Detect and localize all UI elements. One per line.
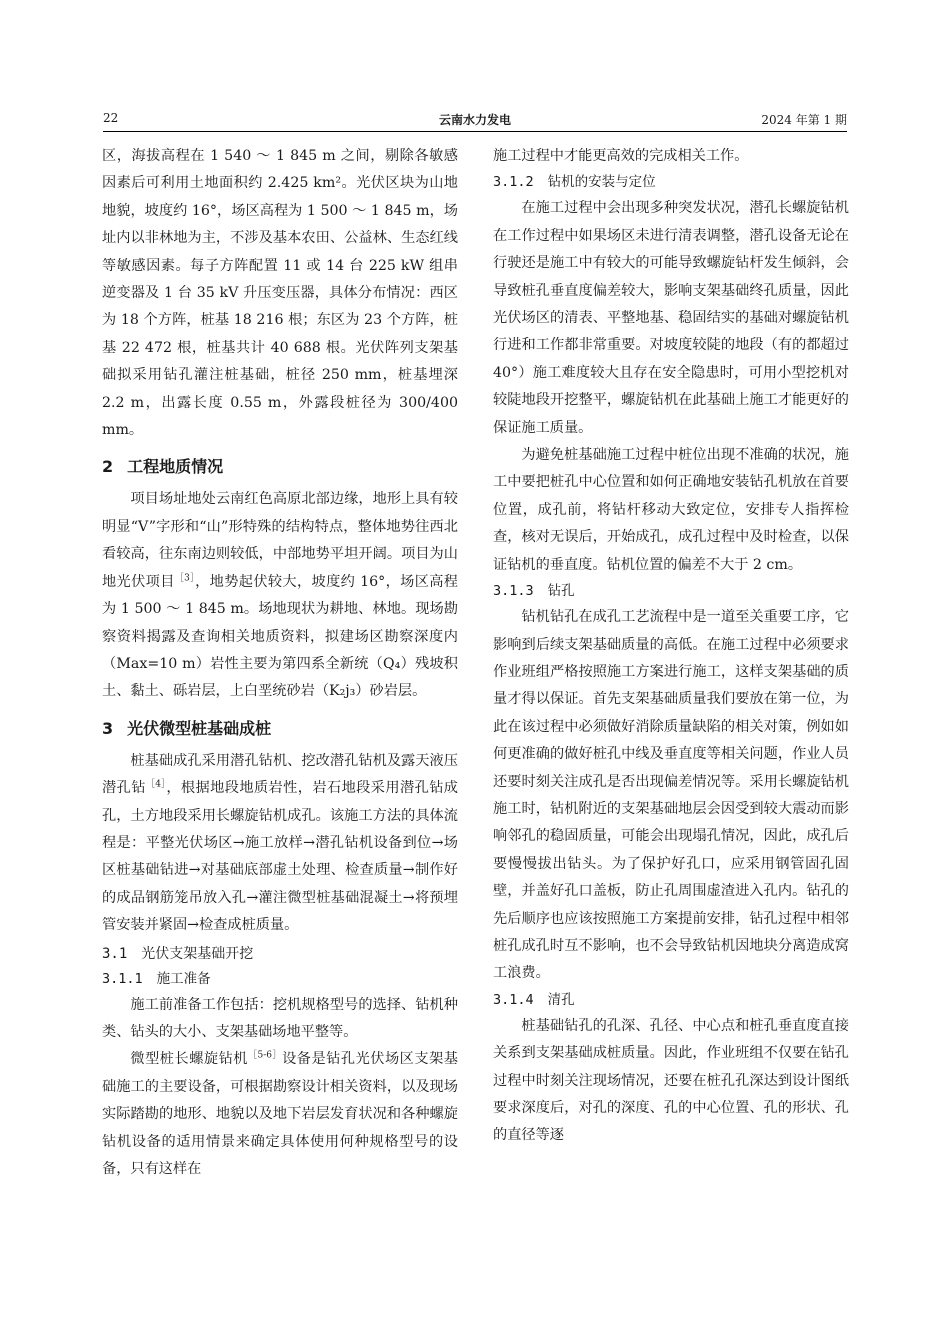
right-column [493,143,849,1150]
subsection-heading-3-1 [102,942,458,967]
paragraph: 钻机钻孔在成孔工艺流程中是一道至关重要工序，它影响到后续支架基础质量的高低。在施工过程中必须要求作业班组严格按照施工方案进行施工，这样支架基础的质量才得以保证。首先支架基础质量我们要放在第一位，为此在该过程中必须做好消除质量缺陷的相关对策，例如如何更准确的做好桩孔中线及垂直度等相关问题，作业人员还要时刻关注成孔是否出现偏差情况等。采用长螺旋钻机施工时，钻机附近的支架基础地层会因受到较大震动而影响邻孔的稳固质量，可能会出现塌孔情况，因此，成孔后要慢慢拔出钻头。为了保护好孔口，应采用钢管固孔固壁，并盖好孔口盖板，防止孔周围虚渣进入孔内。钻孔的先后顺序也应该按照施工方案提前安排，钻孔过程中相邻桩孔成孔时互不影响，也不会导致钻机因地块分离造成窝工浪费。 [493,609,849,982]
paragraph [102,1046,458,1183]
paragraph-text: 微型桩长螺旋钻机 [130,1051,249,1068]
header-rule [103,131,847,132]
section-number: 3.1.2 [493,174,534,191]
paragraph: 施工过程中才能更高效的完成相关工作。 [493,148,749,164]
citation: ［5-6］ [248,1050,283,1061]
paragraph [102,486,458,705]
section-heading-3 [102,716,458,742]
section-number: 3 [102,718,114,738]
paragraph-text: 桩基础成孔采用潜孔钻机、挖改潜孔钻机及露天液压潜孔钻 [102,752,458,797]
section-title: 光伏支架基础开挖 [141,945,254,962]
section-number: 2 [102,457,114,477]
citation: ［4］ [145,779,167,790]
section-title: 光伏微型桩基础成桩 [127,718,272,738]
subsection-heading-3-1-2 [493,170,849,195]
paragraph-text: ，根据地段地质岩性，岩石地段采用潜孔钻成孔，土方地段采用长螺旋钻机成孔。该施工方法的具体流程是：平整光伏场区→施工放样→潜孔钻机设备到位→场区桩基础钻进→对基础底部虚土处理、检查质量→制作好的成品钢筋笼吊放入孔→灌注微型桩基础混凝土→将预埋管安装并紧固→检查成桩质量。 [102,780,458,934]
running-header [103,108,847,132]
paragraph: 在施工过程中会出现多种突发状况，潜孔长螺旋钻机在工作过程中如果场区未进行清表调整，潜孔设备无论在行驶还是施工中有较大的可能导致螺旋钻杆发生倾斜，会导致桩孔垂直度偏差较大，影响支架基础终孔质量，因此光伏场区的清表、平整地基、稳固结实的基础对螺旋钻机行进和工作都非常重要。对坡度较陡的地段（有的都超过 40°）施工难度较大且存在安全隐患时，可用小型挖机对较陡地段开挖整平，螺旋钻机在此基础上施工才能更好的保证施工质量。 [493,200,849,436]
journal-title: 云南水力发电 [438,113,511,127]
section-title: 工程地质情况 [127,457,224,477]
section-title: 清孔 [547,991,575,1008]
section-number: 3.1.4 [493,991,534,1008]
paragraph: 区，海拔高程在 1 540 ～ 1 845 m 之间，剔除各敏感因素后可利用土地面积约 2.425 km²。光伏区块为山地地貌，坡度约 16°，场区高程为 1 500 ～ 1 845 m，场址内以非林地为主，不涉及基本农田、公益林、生态红线等敏感因素。每子方阵配置 11 或 14 台 225 kW 组串逆变器及 1 台 35 kV 升压变压器，具体分布情况：西区为 18 个方阵，桩基 18 216 根；东区为 23 个方阵，桩基 22 472 根，桩基共计 40 688 根。光伏阵列支架基础拟采用钻孔灌注桩基础，桩径 250 mm，桩基埋深 2.2 m，出露长度 0.55 m，外露段桩径为 300/400 mm。 [102,148,458,439]
paragraph: 施工前准备工作包括：挖机规格型号的选择、钻机种类、钻头的大小、支架基础场地平整等。 [102,996,458,1040]
section-title: 钻孔 [547,583,575,600]
section-number: 3.1.3 [493,583,534,600]
left-column [102,143,458,1183]
section-title: 钻机的安装与定位 [547,174,656,191]
issue-label: 2024 年第 1 期 [761,113,847,127]
paragraph: 为避免桩基础施工过程中桩位出现不准确的状况，施工中要把桩孔中心位置和如何正确地安装钻孔机放在首要位置，成孔前，将钻杆移动大致定位，安排专人指挥检查，核对无误后，开始成孔，成孔过程中及时检查，以保证钻机的垂直度。钻机位置的偏差不大于 2 cm。 [493,447,849,573]
paragraph-text: 设备是钻孔光伏场区支架基础施工的主要设备，可根据勘察设计相关资料，以及现场实际踏勘的地形、地貌以及地下岩层发育状况和各种螺旋钻机设备的适用情景来确定具体使用何种规格型号的设备，只有这样在 [102,1051,458,1177]
paragraph-text: 项目场址地处云南红色高原北部边缘，地形上具有较明显“V”字形和“山”形特殊的结构特点，整体地势往西北看较高，往东南边则较低，中部地势平坦开阔。项目为山地光伏项目 [102,491,458,590]
page-number: 22 [103,111,119,125]
paragraph [102,748,458,940]
section-number: 3.1 [102,945,128,962]
citation: ［3］ [174,572,196,583]
subsection-heading-3-1-4 [493,988,849,1013]
section-number: 3.1.1 [102,970,143,987]
subsection-heading-3-1-1 [102,967,458,992]
section-title: 施工准备 [156,970,211,987]
subsection-heading-3-1-3 [493,579,849,604]
paragraph-text: ，地势起伏较大，坡度约 16°，场区高程为 1 500 ～ 1 845 m。场地现状为耕地、林地。现场勘察资料揭露及查询相关地质资料，拟建场区勘察深度内（Max=10 m）岩性主要为第四系全新统（Q₄）残坡积土、黏土、砾岩层，上白垩统砂岩（K₂j₃）砂岩层。 [102,573,458,700]
paragraph: 桩基础钻孔的孔深、孔径、中心点和桩孔垂直度直接关系到支架基础成桩质量。因此，作业班组不仅要在钻孔过程中时刻关注现场情况，还要在桩孔孔深达到设计图纸要求深度后，对孔的深度、孔的中心位置、孔的形状、孔的直径等逐 [493,1017,849,1144]
section-heading-2 [102,454,458,480]
